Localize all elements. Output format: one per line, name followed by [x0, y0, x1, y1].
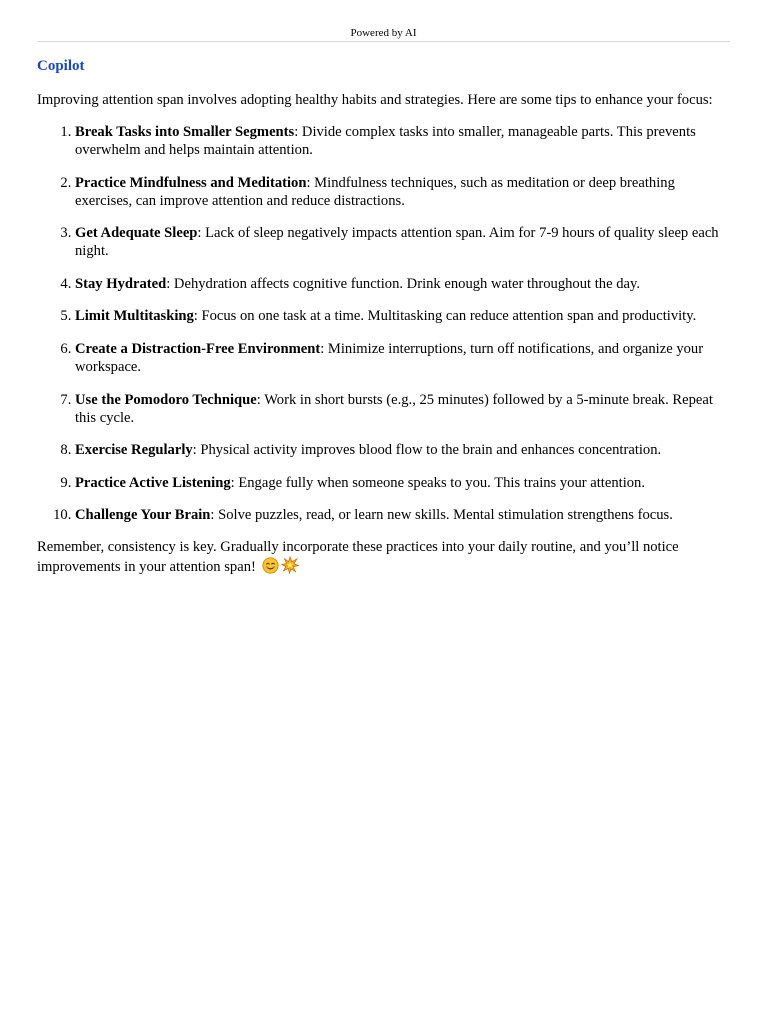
tip-text: : Mindfulness techniques, such as meditation or deep breathing exercises, can improve attention and reduce distractions.: [75, 174, 675, 209]
tip-text: : Solve puzzles, read, or learn new skills. Mental stimulation strengthens focus.: [210, 507, 673, 524]
tip-title: Challenge Your Brain: [75, 507, 211, 524]
response-content: [37, 57, 730, 579]
page-header: [37, 0, 730, 42]
tip-text: : Divide complex tasks into smaller, manageable parts. This prevents overwhelm and helps maintain attention.: [75, 124, 696, 158]
list-item: [75, 224, 730, 260]
list-item: [75, 307, 730, 325]
sparkle-burst-emoji-icon: [281, 556, 299, 579]
tip-title: Use the Pomodoro Technique: [75, 391, 257, 408]
response-title: Copilot: [37, 58, 85, 74]
response-intro: Improving attention span involves adopting healthy habits and strategies. Here are some tips to enhance your focus:: [37, 92, 713, 108]
smiling-face-emoji-icon: [262, 557, 279, 579]
tip-text: : Lack of sleep negatively impacts attention span. Aim for 7-9 hours of quality sleep each night.: [75, 225, 719, 260]
list-item: [75, 391, 730, 427]
tip-text: : Focus on one task at a time. Multitasking can reduce attention span and productivity.: [193, 308, 697, 325]
tip-title: Limit Multitasking: [75, 308, 194, 325]
list-item: [75, 340, 730, 376]
tip-text: : Work in short bursts (e.g., 25 minutes) followed by a 5-minute break. Repeat this cycle.: [75, 391, 713, 426]
outro-text: Remember, consistency is key. Gradually incorporate these practices into your daily routine, and you’ll notice improvements in your attention span!: [37, 539, 679, 576]
tip-text: : Engage fully when someone speaks to you. This trains your attention.: [230, 474, 645, 491]
list-item: [75, 441, 730, 459]
tip-title: Break Tasks into Smaller Segments: [75, 124, 295, 140]
list-item: [75, 506, 730, 524]
tip-title: Practice Mindfulness and Meditation: [75, 174, 307, 191]
tip-title: Stay Hydrated: [75, 275, 167, 292]
tip-title: Get Adequate Sleep: [75, 225, 198, 242]
tip-title: Practice Active Listening: [75, 474, 231, 491]
tip-text: : Dehydration affects cognitive function. Drink enough water throughout the day.: [166, 275, 640, 292]
response-outro: [37, 538, 730, 579]
list-item: [75, 174, 730, 210]
tip-title: Exercise Regularly: [75, 442, 193, 459]
tip-title: Create a Distraction-Free Environment: [75, 340, 321, 357]
list-item: [75, 123, 730, 159]
list-item: [75, 275, 730, 293]
tip-text: : Minimize interruptions, turn off notifications, and organize your workspace.: [75, 340, 704, 375]
list-item: [75, 474, 730, 492]
powered-by-label: Powered by AI: [350, 27, 417, 39]
tip-text: : Physical activity improves blood flow to the brain and enhances concentration.: [192, 442, 662, 459]
tips-list: [37, 123, 730, 524]
